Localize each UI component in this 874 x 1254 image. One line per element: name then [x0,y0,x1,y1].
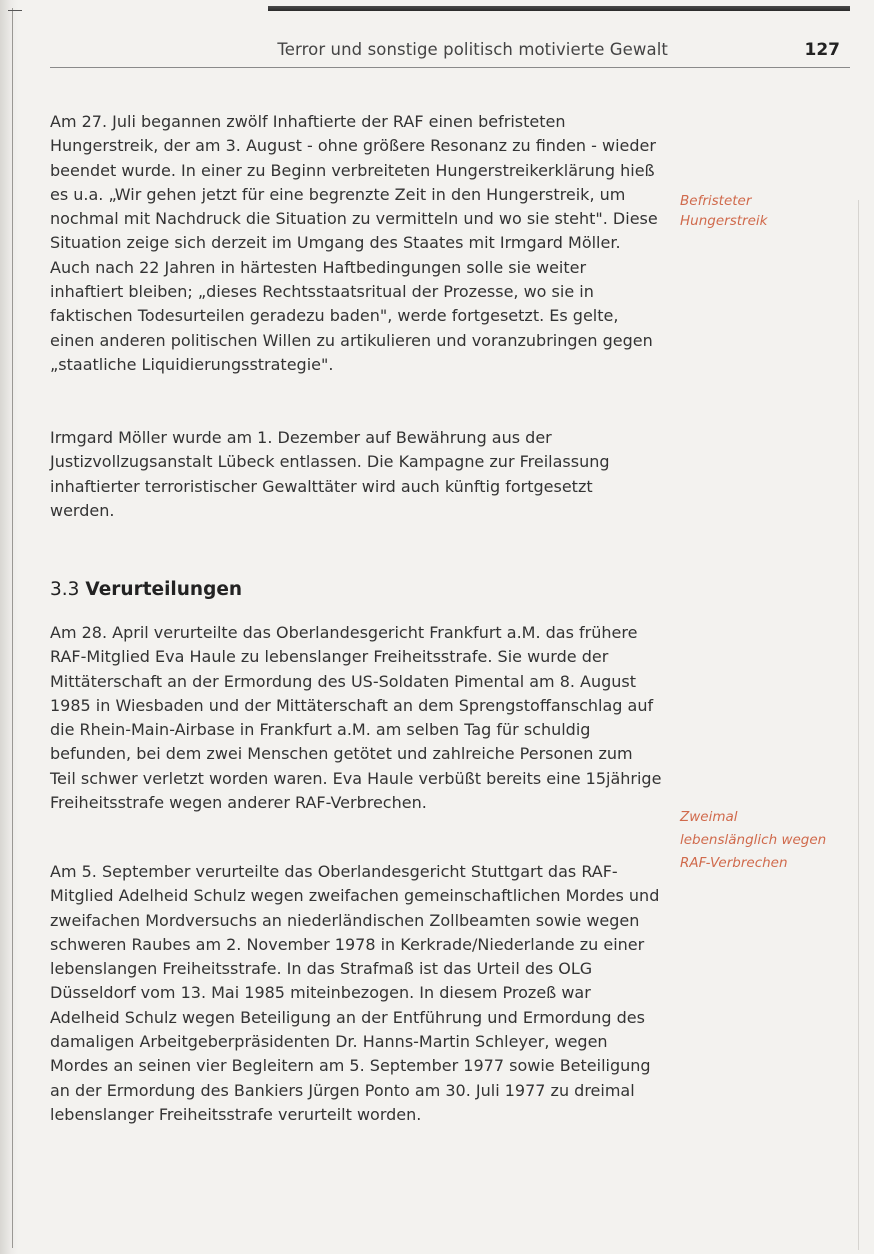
page-number: 127 [804,40,840,60]
paragraph-text: Am 5. September verurteilte das Oberlandesgericht Stuttgart das RAF-Mitglied Adelheid Schulz wegen zweifachen gemeinschaftlichen Mordes und zweifachen Mordversuchs an niederländischen Zollbeamten sowie wegen schweren Raubes am 2. November 1978 in Kerkrade/Niederlande zu einer lebenslangen Freiheitsstrafe. In das Strafmaß ist das Urteil des OLG Düsseldorf vom 13. Mai 1985 miteinbezogen. In diesem Prozeß war Adelheid Schulz wegen Beteiligung an der Entführung und Ermordung des damaligen Arbeitgeberpräsidenten Dr. Hanns-Martin Schleyer, wegen Mordes an seinen vier Begleitern am 5. September 1977 sowie Beteiligung an der Ermordung des Bankiers Jürgen Ponto am 30. Juli 1977 zu dreimal lebenslanger Freiheitsstrafe verurteilt worden. [50,862,660,1124]
body-paragraph-moeller-release [50,426,662,523]
header-rule [50,67,850,68]
body-paragraph-haule [50,621,662,815]
section-heading [50,579,242,600]
top-edge-bar [268,6,850,11]
margin-note-hungerstreik: Befristeter Hungerstreik [680,193,768,229]
running-head: Terror und sonstige politisch motivierte Gewalt [277,40,668,59]
margin-note-verurteilungen: Zweimal lebenslänglich wegen RAF-Verbrechen [680,809,827,871]
section-title: Verurteilungen [85,579,243,600]
paragraph-text: Am 28. April verurteilte das Oberlandesgericht Frankfurt a.M. das frühere RAF-Mitglied Eva Haule zu lebenslanger Freiheitsstrafe. Sie wurde der Mittäterschaft an der Ermordung des US-Soldaten Pimental am 8. August 1985 in Wiesbaden und der Mittäterschaft an dem Sprengstoffanschlag auf die Rhein-Main-Airbase in Frankfurt a.M. am selben Tag für schuldig befunden, bei dem zwei Menschen getötet und zahlreiche Personen zum Teil schwer verletzt worden waren. Eva Haule verbüßt bereits eine 15jährige Freiheitsstrafe wegen anderer RAF-Verbrechen. [50,623,662,813]
crop-mark [8,10,22,11]
body-paragraph-hungerstreik [50,110,662,377]
body-paragraph-schulz [50,860,662,1127]
paragraph-text: Irmgard Möller wurde am 1. Dezember auf Bewährung aus der Justizvollzugsanstalt Lübeck entlassen. Die Kampagne zur Freilassung inhaftierter terroristischer Gewalttäter wird auch künftig fortgesetzt werden. [50,428,610,520]
binding-shadow [0,0,18,1254]
spine-line [12,8,13,1248]
paragraph-text: Am 27. Juli begannen zwölf Inhaftierte der RAF einen befristeten Hungerstreik, der am 3. August - ohne größere Resonanz zu finden - wieder beendet wurde. In einer zu Beginn verbreiteten Hungerstreikerklärung hieß es u.a. „Wir gehen jetzt für eine begrenzte Zeit in den Hungerstreik, um nochmal mit Nachdruck die Situation zu vermitteln und wo sie steht". Diese Situation zeige sich derzeit im Umgang des Staates mit Irmgard Möller. Auch nach 22 Jahren in härtesten Haftbedingungen solle sie weiter inhaftiert bleiben; „dieses Rechtsstaatsritual der Prozesse, wo sie in faktischen Todesurteilen geradezu baden", werde fortgesetzt. Es gelte, einen anderen politischen Willen zu artikulieren und voranzubringen gegen „staatliche Liquidierungsstrategie". [50,112,658,374]
section-number: 3.3 [50,579,80,600]
page-edge-line [858,200,859,1250]
